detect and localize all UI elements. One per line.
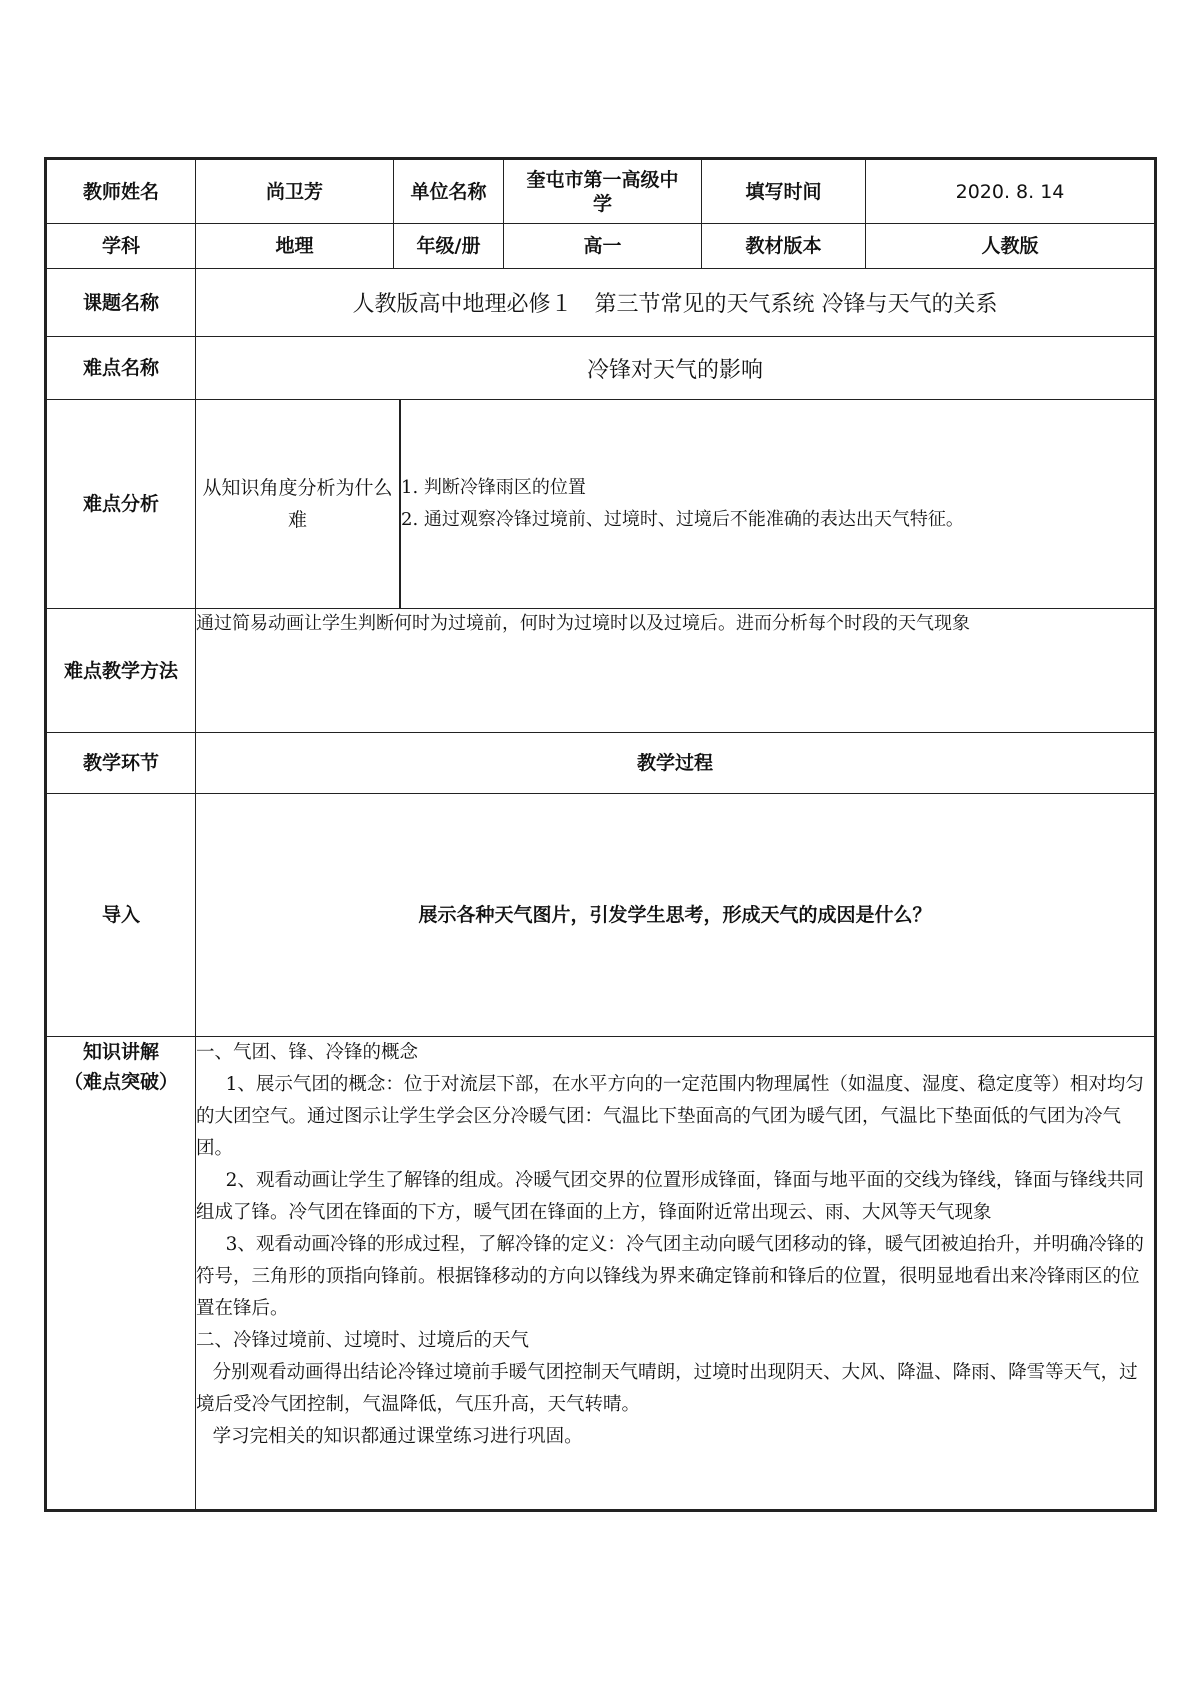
intro-label: 导入 [46, 794, 196, 1037]
analysis-label: 难点分析 [46, 400, 196, 609]
info-row-2 [46, 224, 1156, 269]
method-value: 通过简易动画让学生判断何时为过境前，何时为过境时以及过境后。进而分析每个时段的天气现象 [196, 609, 1156, 733]
lesson-plan-table [44, 157, 1157, 1512]
knowledge-paragraph: 2、观看动画让学生了解锋的组成。冷暖气团交界的位置形成锋面，锋面与地平面的交线为锋线，锋面与锋线共同组成了锋。冷气团在锋面的下方，暖气团在锋面的上方，锋面附近常出现云、雨、大风等天气现象 [196, 1170, 1144, 1223]
analysis-inner [196, 400, 1154, 608]
analysis-cell [196, 400, 1156, 609]
segment-header-row [46, 733, 1156, 794]
fill-date-label: 填写时间 [702, 159, 866, 224]
knowledge-row [46, 1037, 1156, 1511]
method-label: 难点教学方法 [46, 609, 196, 733]
analysis-row [46, 400, 1156, 609]
grade-value: 高一 [504, 224, 702, 269]
unit-name-label: 单位名称 [394, 159, 504, 224]
textbook-value: 人教版 [866, 224, 1156, 269]
knowledge-label-line1: 知识讲解 [82, 1041, 159, 1063]
subject-label: 学科 [46, 224, 196, 269]
topic-label: 课题名称 [46, 269, 196, 337]
info-row-1 [46, 159, 1156, 224]
knowledge-heading-2: 二、冷锋过境前、过境时、过境后的天气 [196, 1330, 530, 1351]
difficulty-value: 冷锋对天气的影响 [196, 337, 1156, 400]
knowledge-paragraph: 3、观看动画冷锋的形成过程，了解冷锋的定义：冷气团主动向暖气团移动的锋，暖气团被迫抬升，并明确冷锋的符号，三角形的顶指向锋前。根据锋移动的方向以锋线为界来确定锋前和锋后的位置，很明显地看出来冷锋雨区的位置在锋后。 [196, 1234, 1144, 1319]
fill-date-value: 2020. 8. 14 [866, 159, 1156, 224]
topic-row [46, 269, 1156, 337]
knowledge-paragraph: 分别观看动画得出结论冷锋过境前手暖气团控制天气晴朗，过境时出现阴天、大风、降温、降雨、降雪等天气，过境后受冷气团控制，气温降低，气压升高，天气转晴。 [196, 1362, 1138, 1415]
intro-value: 展示各种天气图片，引发学生思考，形成天气的成因是什么？ [196, 794, 1156, 1037]
method-row [46, 609, 1156, 733]
knowledge-heading-1: 一、气团、锋、冷锋的概念 [196, 1042, 419, 1063]
analysis-point: 1. 判断冷锋雨区的位置 [401, 477, 586, 498]
knowledge-paragraph: 学习完相关的知识都通过课堂练习进行巩固。 [212, 1426, 583, 1447]
analysis-sub-label: 从知识角度分析为什么难 [196, 400, 400, 608]
knowledge-label-line2: （难点突破） [63, 1071, 178, 1093]
difficulty-row [46, 337, 1156, 400]
lesson-plan-form [44, 157, 1154, 1512]
segment-label: 教学环节 [46, 733, 196, 794]
intro-row [46, 794, 1156, 1037]
topic-value: 人教版高中地理必修１ 第三节常见的天气系统 冷锋与天气的关系 [196, 269, 1156, 337]
knowledge-content [196, 1037, 1156, 1511]
textbook-label: 教材版本 [702, 224, 866, 269]
analysis-points [400, 400, 1154, 608]
grade-label: 年级/册 [394, 224, 504, 269]
process-label: 教学过程 [196, 733, 1156, 794]
difficulty-label: 难点名称 [46, 337, 196, 400]
subject-value: 地理 [196, 224, 394, 269]
knowledge-label [46, 1037, 196, 1511]
knowledge-paragraph: 1、展示气团的概念：位于对流层下部，在水平方向的一定范围内物理属性（如温度、湿度、稳定度等）相对均匀的大团空气。通过图示让学生学会区分冷暖气团：气温比下垫面高的气团为暖气团，气温比下垫面低的气团为冷气团。 [196, 1074, 1144, 1159]
teacher-name-label: 教师姓名 [46, 159, 196, 224]
analysis-point: 2. 通过观察冷锋过境前、过境时、过境后不能准确的表达出天气特征。 [401, 509, 964, 530]
unit-name-value: 奎屯市第一高级中学 [504, 159, 702, 224]
teacher-name-value: 尚卫芳 [196, 159, 394, 224]
